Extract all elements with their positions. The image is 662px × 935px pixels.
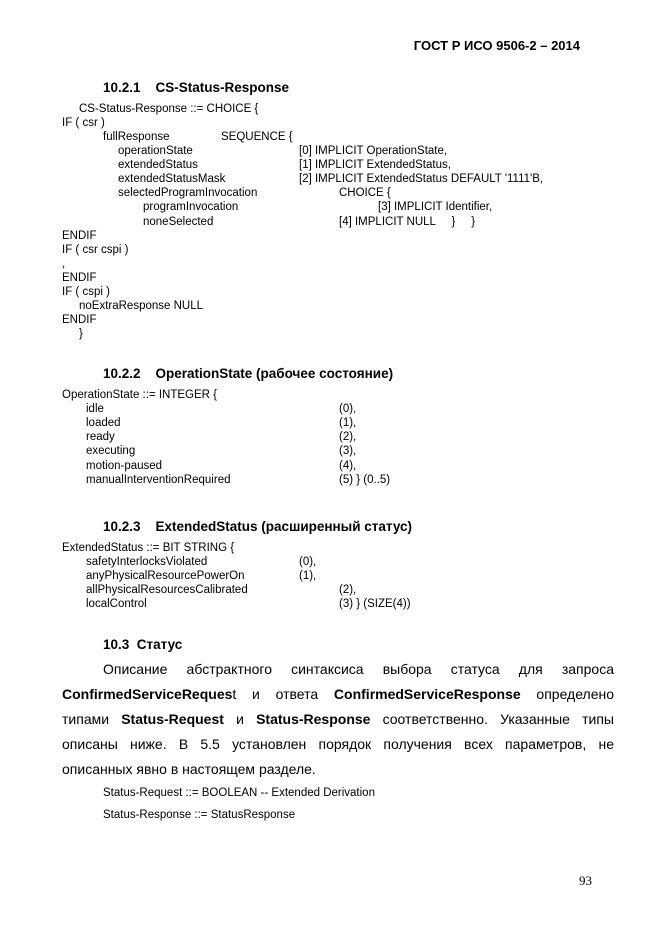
code-line: } [79, 328, 83, 340]
code-line: CHOICE { [339, 187, 391, 199]
code-line: IF ( csr ) [62, 117, 105, 129]
code-line: extendedStatusMask [118, 173, 226, 185]
word: выбора [382, 661, 432, 677]
term-confirmed-service-response: ConfirmedServiceResponse [333, 686, 521, 702]
word: запроса [561, 661, 614, 677]
code-line: Status-Request ::= BOOLEAN -- Extended Derivation [103, 787, 375, 799]
code-line: (1), [339, 417, 357, 429]
code-line: [0] IMPLICIT OperationState, [299, 145, 448, 157]
code-line: Status-Response ::= StatusResponse [103, 809, 296, 821]
code-line: CS-Status-Response ::= CHOICE { [79, 103, 259, 115]
text-fragment: определено [520, 686, 615, 702]
code-line: motion-paused [86, 460, 163, 472]
code-line: localControl [86, 598, 147, 610]
code-line: idle [86, 403, 104, 415]
status-paragraph [62, 657, 614, 782]
code-line: (2), [339, 431, 357, 443]
code-line: fullResponse [103, 131, 170, 143]
term-confirmed-service-request: ConfirmedServiceReques [62, 686, 233, 702]
code-line: ENDIF [62, 230, 97, 242]
paragraph-line [62, 657, 614, 682]
section-heading-10-2-1: 10.2.1 CS-Status-Response [103, 80, 290, 95]
code-line: IF ( csr cspi ) [62, 244, 129, 256]
text-fragment: t [232, 686, 237, 702]
code-line: (0), [339, 403, 357, 415]
code-line: SEQUENCE { [221, 131, 293, 143]
word: синтаксиса [291, 661, 364, 677]
paragraph-line [62, 682, 614, 707]
paragraph-line: описанных явно в настоящем разделе. [62, 761, 316, 777]
code-line: ready [86, 431, 115, 443]
code-line: ExtendedStatus ::= BIT STRING { [62, 542, 235, 554]
section-heading-10-2-3: 10.2.3 ExtendedStatus (расширенный статус) [103, 519, 413, 534]
text-fragment: типами [62, 711, 122, 727]
code-line: executing [86, 445, 136, 457]
code-line: [1] IMPLICIT ExtendedStatus, [299, 159, 451, 171]
code-line: (1), [299, 570, 317, 582]
code-line: (3), [339, 445, 357, 457]
text-fragment: и ответа [236, 686, 334, 702]
word: Описание [103, 661, 168, 677]
word: абстрактного [186, 661, 272, 677]
code-line: operationState [118, 145, 193, 157]
code-line: extendedStatus [118, 159, 198, 171]
paragraph-line: описаны ниже. В 5.5 установлен порядок получения всех параметров, не [62, 736, 614, 752]
code-line: noneSelected [143, 216, 214, 228]
code-line: allPhysicalResourcesCalibrated [86, 584, 248, 596]
paragraph-line [62, 707, 614, 732]
code-line: (2), [339, 584, 357, 596]
code-line: selectedProgramInvocation [118, 187, 258, 199]
code-line: programInvocation [143, 201, 239, 213]
code-line: IF ( cspi ) [62, 286, 110, 298]
code-line: OperationState ::= INTEGER { [62, 389, 218, 401]
code-line: noExtraResponse NULL [79, 300, 204, 312]
code-line: (3) } (SIZE(4)) [339, 598, 411, 610]
section-heading-10-3: 10.3 Статус [103, 637, 183, 652]
code-line: ENDIF [62, 272, 97, 284]
code-line: manualInterventionRequired [86, 474, 231, 486]
page-number: 93 [579, 873, 592, 888]
code-line: safetyInterlocksViolated [86, 556, 208, 568]
code-line: (5) } (0..5) [339, 474, 391, 486]
term-status-response: Status-Response [256, 711, 371, 727]
section-heading-10-2-2: 10.2.2 OperationState (рабочее состояние) [103, 366, 394, 381]
code-line: , [62, 258, 66, 270]
code-line: anyPhysicalResourcePowerOn [86, 570, 245, 582]
code-line: loaded [86, 417, 121, 429]
word: для [518, 661, 543, 677]
code-line: [3] IMPLICIT Identifier, [378, 201, 493, 213]
code-line: (0), [299, 556, 317, 568]
code-line: (4), [339, 460, 357, 472]
code-line: [4] IMPLICIT NULL } } [339, 216, 476, 228]
term-status-request: Status-Request [121, 711, 224, 727]
document-header: ГОСТ Р ИСО 9506-2 – 2014 [413, 38, 580, 53]
word: статуса [450, 661, 500, 677]
code-line: ENDIF [62, 314, 97, 326]
text-fragment: и [223, 711, 257, 727]
text-fragment: соответственно. Указанные типы [370, 711, 614, 727]
code-line: [2] IMPLICIT ExtendedStatus DEFAULT '1111'B, [299, 173, 544, 185]
